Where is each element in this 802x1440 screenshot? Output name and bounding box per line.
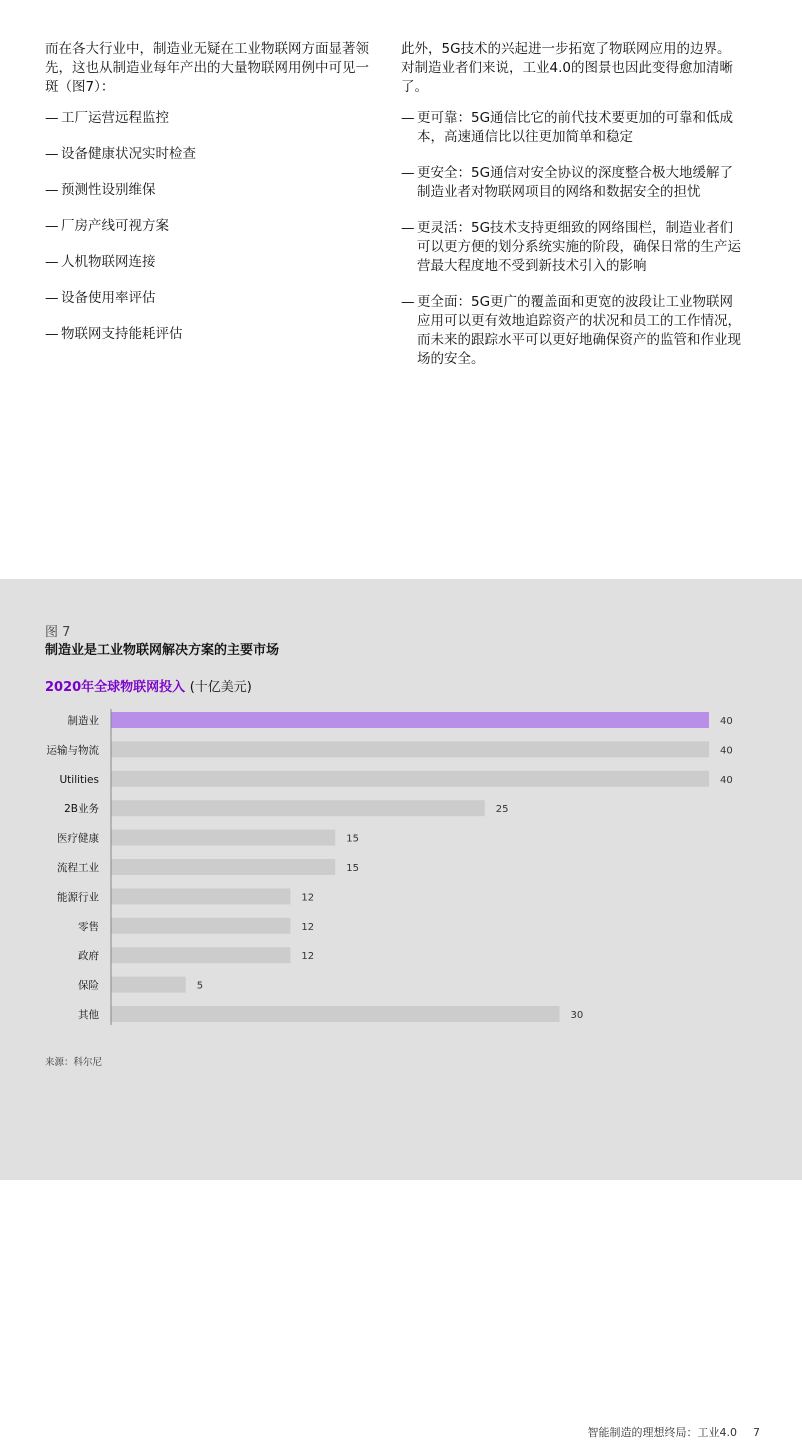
value-label: 5 xyxy=(196,980,204,992)
dash-marker: — xyxy=(45,326,59,342)
chart-bar xyxy=(111,918,290,934)
dash-marker: — xyxy=(45,146,59,162)
right-column xyxy=(401,40,741,386)
dash-marker: — xyxy=(45,290,59,306)
chart-subtitle-accent: 2020年全球物联网投入 xyxy=(45,680,186,695)
dash-marker: — xyxy=(45,182,59,198)
chart-bar xyxy=(111,741,709,757)
right-intro-paragraph: 此外，5G技术的兴起进一步拓宽了物联网应用的边界。对制造业者们来说，工业4.0的图景也因此变得愈加清晰了。 xyxy=(401,41,733,95)
figure-panel xyxy=(0,579,802,1439)
dash-marker: — xyxy=(401,165,415,181)
category-label: 医疗健康 xyxy=(57,832,99,845)
chart-bar xyxy=(111,947,290,963)
list-item xyxy=(45,109,370,128)
dash-marker: — xyxy=(45,110,59,126)
list-item-text: 更全面：5G更广的覆盖面和更宽的波段让工业物联网应用可以更有效地追踪资产的状况和员工的工作情况，而未来的跟踪水平可以更好地确保资产的监管和作业现场的安全。 xyxy=(417,294,741,367)
left-intro-paragraph: 而在各大行业中，制造业无疑在工业物联网方面显著领先，这也从制造业每年产出的大量物联网用例中可见一斑（图7）： xyxy=(45,41,369,95)
category-label: 其他 xyxy=(78,1009,99,1021)
right-bullet-list xyxy=(401,109,741,369)
value-label: 15 xyxy=(346,863,359,874)
list-item-text: 设备健康状况实时检查 xyxy=(61,146,196,162)
list-item xyxy=(401,219,741,276)
dash-marker: — xyxy=(45,254,59,270)
chart-subtitle-unit: (十亿美元) xyxy=(189,680,252,695)
chart-bar xyxy=(111,830,335,846)
category-label: 流程工业 xyxy=(57,862,99,874)
chart-bar xyxy=(111,888,290,904)
bar-chart xyxy=(0,579,802,1049)
list-item-text: 人机物联网连接 xyxy=(61,254,156,270)
chart-bar xyxy=(111,859,335,875)
value-label: 12 xyxy=(301,921,315,933)
chart-bar xyxy=(111,1006,560,1022)
chart-bar xyxy=(111,800,485,816)
value-label: 40 xyxy=(720,745,733,757)
list-item xyxy=(45,325,370,344)
figure-title: 制造业是工业物联网解决方案的主要市场 xyxy=(45,643,280,658)
list-item-text: 预测性设别维保 xyxy=(61,182,156,198)
page-number: 7 xyxy=(753,1426,760,1439)
left-column xyxy=(45,40,370,361)
value-label: 30 xyxy=(570,1010,584,1021)
list-item-text: 设备使用率评估 xyxy=(61,290,156,306)
value-label: 40 xyxy=(720,774,733,786)
category-label: Utilities xyxy=(59,773,99,786)
dash-marker: — xyxy=(401,110,415,126)
list-item-text: 厂房产线可视方案 xyxy=(61,218,169,234)
dash-marker: — xyxy=(401,294,415,310)
page-footer xyxy=(0,1424,760,1440)
category-label: 政府 xyxy=(78,950,99,963)
list-item xyxy=(45,217,370,236)
dash-marker: — xyxy=(401,220,415,236)
category-label: 制造业 xyxy=(67,715,99,727)
list-item-text: 更灵活：5G技术支持更细致的网络围栏，制造业者们可以更方便的划分系统实施的阶段，确保日常的生产运营最大程度地不受到新技术引入的影响 xyxy=(417,220,741,274)
category-label: 2B业务 xyxy=(64,803,99,816)
value-label: 15 xyxy=(346,833,359,845)
category-label: 保险 xyxy=(78,979,99,992)
chart-bar xyxy=(111,771,709,787)
list-item xyxy=(401,109,741,147)
list-item-text: 更可靠：5G通信比它的前代技术要更加的可靠和低成本，高速通信比以往更加简单和稳定 xyxy=(417,110,734,145)
category-label: 零售 xyxy=(78,920,99,933)
left-bullet-list xyxy=(45,109,370,344)
chart-bar xyxy=(111,977,186,993)
list-item xyxy=(45,181,370,200)
category-label: 能源行业 xyxy=(57,891,99,904)
list-item-text: 物联网支持能耗评估 xyxy=(61,326,183,342)
dash-marker: — xyxy=(45,218,59,234)
chart-bar xyxy=(111,712,709,728)
list-item xyxy=(401,164,741,202)
value-label: 12 xyxy=(301,951,315,963)
value-label: 12 xyxy=(301,892,315,904)
value-label: 25 xyxy=(495,804,509,816)
footer-title: 智能制造的理想终局：工业4.0 xyxy=(587,1426,737,1439)
value-label: 40 xyxy=(720,716,733,727)
list-item-text: 更安全：5G通信对安全协议的深度整合极大地缓解了制造业者对物联网项目的网络和数据安全的担忧 xyxy=(417,165,734,200)
source-note: 来源：科尔尼 xyxy=(45,1057,103,1068)
list-item xyxy=(401,293,741,369)
list-item-text: 工厂运营远程监控 xyxy=(61,110,169,126)
figure-label: 图 7 xyxy=(45,625,71,640)
list-item xyxy=(45,289,370,308)
list-item xyxy=(45,145,370,164)
category-label: 运输与物流 xyxy=(46,744,99,757)
list-item xyxy=(45,253,370,272)
